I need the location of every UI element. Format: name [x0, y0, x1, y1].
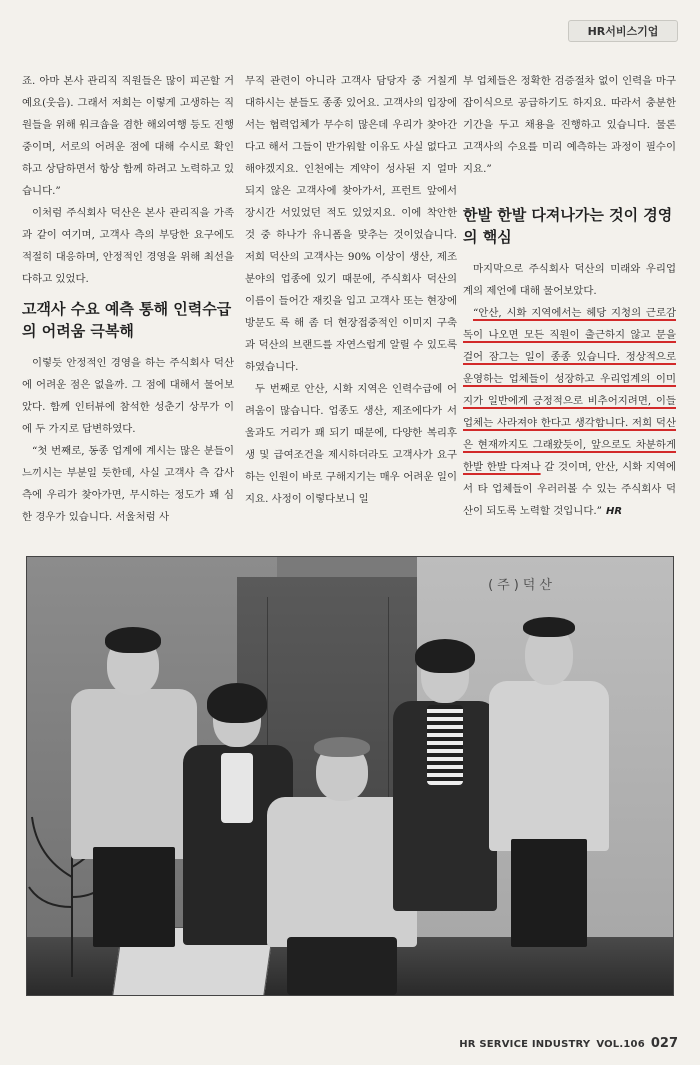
page-header [0, 0, 700, 52]
signature-mark: HR [605, 506, 623, 517]
paragraph: 이렇듯 안정적인 경영을 하는 주식회사 덕산에 어려운 점은 없을까. 그 점에 대해서 물어보았다. 함께 인터뷰에 참석한 성춘기 상무가 이에 두 가지로 답변하였다. [22, 357, 234, 435]
paragraph: 무직 관련이 아니라 고객사 담당자 중 거칠게 대하시는 분들도 종종 있어요. 고객사의 입장에서는 협력업체가 무수히 많은데 우리가 찾아간다고 해서 그들이 반가워할 이유도 사실 없다고 해야겠지요. 인천에는 계약이 성사된 지 얼마 되지 않은 고객사에 찾아가서, 프런트 앞에서 장시간 서있었던 적도 있었지요. 이에 착안한 것 중 하나가 유니폼을 맞추는 것이었습니다. 저희 덕산의 고객사는 90% 이상이 생산, 제조 분야의 업종에 있기 때문에, 주식회사 덕산의 이름이 들어간 재킷을 입고 고객사 또는 현장에 방문도 록 해 좀 더 현장접중적인 이미지 구축과 덕산의 브랜드를 자연스럽게 알릴 수 있도록 하였습니다. [245, 75, 457, 373]
paragraph: 두 번째로 안산, 시화 지역은 인력수급에 어려움이 많습니다. 업종도 생산, 제조에다가 서울과도 거리가 꽤 되기 때문에, 다양한 복리후생 및 급여조건을 제시하더라도 고객사가 요구하는 인원이 바로 구해지기는 매우 어려운 일이지요. 사정이 이렇다보니 일 [245, 383, 457, 505]
paragraph: 이처럼 주식회사 덕산은 본사 관리직을 가족과 같이 여기며, 고객사 측의 부당한 요구에도 적절히 대응하며, 안정적인 경영을 위해 최선을 다하고 있었다. [22, 207, 234, 285]
section-heading: 한발 한발 다져나가는 것이 경영의 핵심 [463, 206, 673, 246]
highlighted-quote: “안산, 시화 지역에서는 헤당 지청의 근로감독이 나오면 모든 직원이 출근하지 않고 문을 걸어 잠그는 일이 종종 있습니다. 정상적으로 운영하는 업체들이 성장하고 우리업계의 이미지가 일반에게 긍정적으로 비추어지려면, 이들 업체는 사라져야 한다고 생각합니다. 저희 덕산은 현재까지도 그래왔듯이, 앞으로도 차분하게 한발 한발 다져나 [463, 307, 676, 473]
section-heading: 고객사 수요 예측 통해 인력수급의 어려움 극복해 [22, 300, 232, 340]
volume-number: VOL.106 [596, 1039, 645, 1050]
person [393, 639, 497, 939]
person [71, 627, 197, 947]
group-photo [26, 556, 674, 996]
page-number: 027 [650, 1036, 678, 1051]
article-column-3 [463, 70, 676, 523]
paragraph: 부 업체들은 정확한 검증절차 없이 인력을 마구잡이식으로 공급하기도 하지요. 따라서 충분한 기간을 두고 채용을 진행하고 있습니다. 물론 고객사의 수요를 미리 예측하는 과정이 필수이지요.” [463, 75, 676, 175]
paragraph: “첫 번째로, 동종 업계에 계시는 많은 분들이 느끼시는 부분일 듯한데, 사실 고객사 측 갑사 측에 우리가 찾아가면, 무시하는 정도가 꽤 심한 경우가 있습니다. 서울처럼 사 [22, 445, 234, 523]
section-tag: HR서비스기업 [568, 20, 678, 42]
company-sign: (주)덕산 [488, 577, 556, 593]
paragraph: 갈 것이며, 안산, 시화 지역에서 타 업체들이 우러러볼 수 있는 주식회사 덕산이 되도록 노력할 것입니다.” [463, 461, 676, 517]
magazine-name: HR SERVICE INDUSTRY [459, 1039, 591, 1050]
page-footer [459, 1036, 678, 1051]
article-column-1 [22, 70, 234, 528]
article-column-2 [245, 70, 457, 510]
paragraph: 죠. 아마 본사 관리직 직원들은 많이 피곤할 거예요(웃음). 그래서 저희는 이렇게 고생하는 직원들을 위해 워크숍을 겸한 해외여행 등도 진행 중이며, 서로의 어려운 점에 대해 수시로 확인하고 상담하면서 항상 함께 하려고 노력하고 있습니다.” [22, 75, 234, 197]
person [489, 617, 609, 947]
paragraph: 마지막으로 주식회사 덕산의 미래와 우리업계의 제언에 대해 물어보았다. [463, 263, 676, 297]
